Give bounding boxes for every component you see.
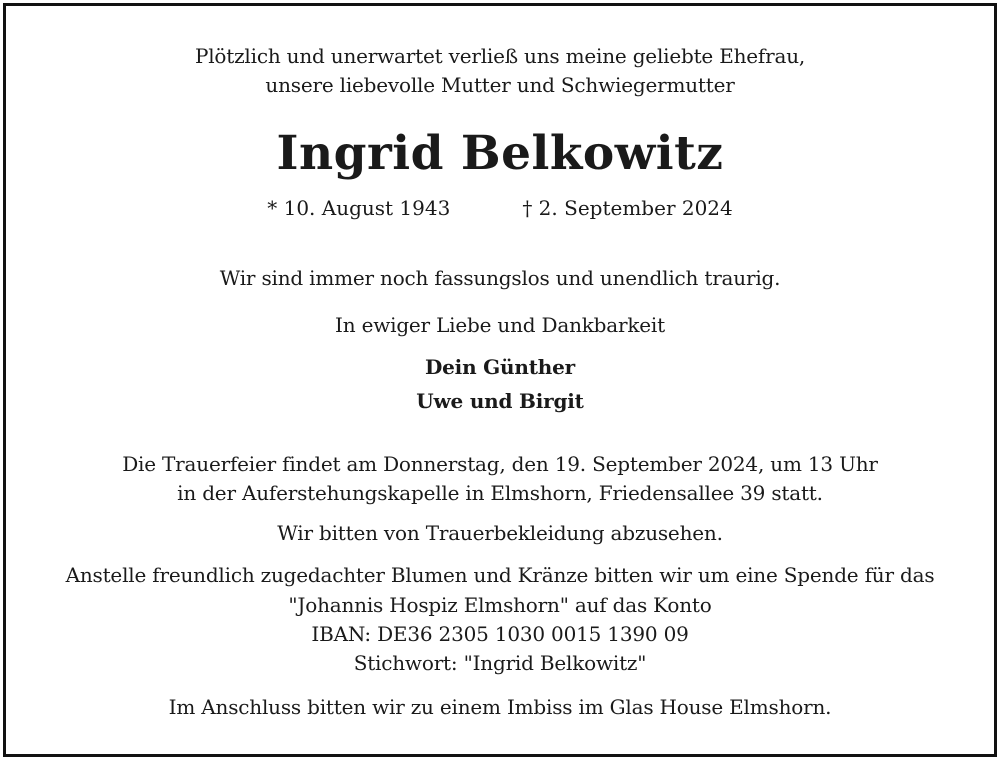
donation-keyword: Stichwort: "Ingrid Belkowitz" <box>353 651 647 675</box>
life-dates <box>0 195 1000 221</box>
funeral-line-2: in der Auferstehungskapelle in Elmshorn, Friedensallee 39 statt. <box>177 481 823 505</box>
birth-date: * 10. August 1943 <box>267 196 451 220</box>
donation-line-2: "Johannis Hospiz Elmshorn" auf das Konto <box>288 593 712 617</box>
dress-note: Wir bitten von Trauerbekleidung abzusehen. <box>277 521 723 545</box>
farewell-line: In ewiger Liebe und Dankbarkeit <box>335 313 665 337</box>
deceased-name: Ingrid Belkowitz <box>276 126 724 181</box>
death-date: † 2. September 2024 <box>522 196 733 220</box>
reception-note: Im Anschluss bitten wir zu einem Imbiss im Glas House Elmshorn. <box>168 695 832 719</box>
condolence-message: Wir sind immer noch fassungslos und unendlich traurig. <box>219 266 781 290</box>
intro-line-2: unsere liebevolle Mutter und Schwiegermutter <box>265 73 735 97</box>
intro-line-1: Plötzlich und unerwartet verließ uns meine geliebte Ehefrau, <box>194 44 806 68</box>
mourner-line-2: Uwe und Birgit <box>416 389 584 413</box>
donation-line-1: Anstelle freundlich zugedachter Blumen und Kränze bitten wir um eine Spende für das <box>65 563 935 587</box>
funeral-line-1: Die Trauerfeier findet am Donnerstag, den 19. September 2024, um 13 Uhr <box>122 452 878 476</box>
donation-iban: IBAN: DE36 2305 1030 0015 1390 09 <box>311 622 689 646</box>
mourner-line-1: Dein Günther <box>425 355 575 379</box>
